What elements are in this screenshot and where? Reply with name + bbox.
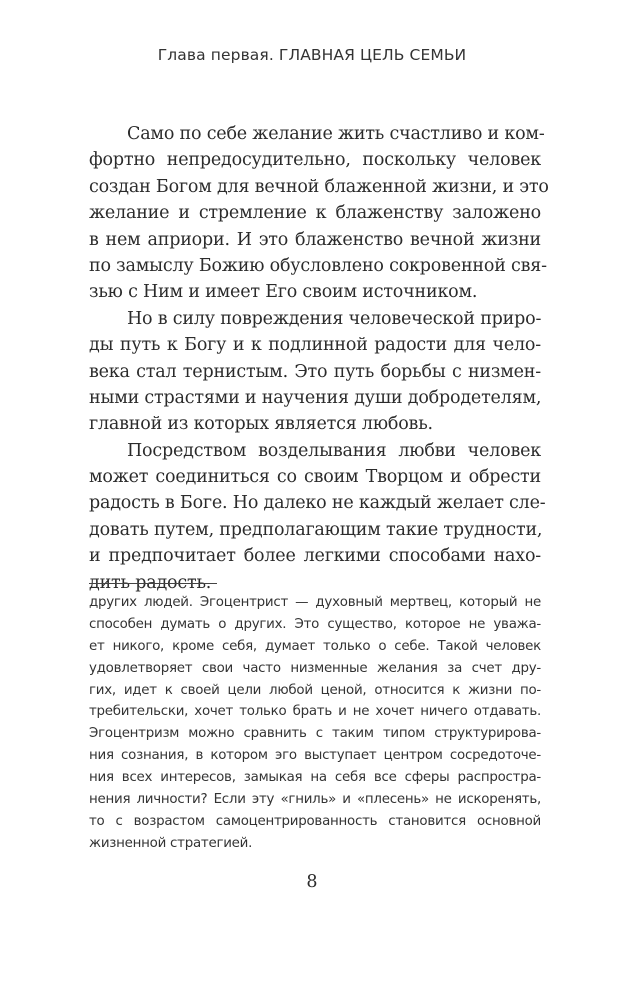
footnote [89,592,541,855]
text-line: может соединиться со своим Творцом и обрести [89,467,541,488]
footnote-line: требительски, хочет только брать и не хочет ничего отдавать. [89,704,541,720]
footnote-line: ния сознания, в котором эго выступает центром сосредоточе- [89,748,541,764]
text-line: довать путем, предполагающим такие трудности, [89,519,543,540]
footnote-line: ния всех интересов, замыкая на себя все сферы распростра- [89,770,541,786]
text-line: ды путь к Богу и к подлинной радости для чело- [89,335,541,356]
text-line: главной из которых является любовь. [89,414,433,435]
running-head: Глава первая. ГЛАВНАЯ ЦЕЛЬ СЕМЬИ [157,46,467,64]
text-line: и предпочитает более легкими способами нахо- [89,546,541,567]
text-line: фортно непредосудительно, поскольку человек [89,150,541,171]
footnote-line: способен думать о других. Это существо, которое не уважа- [89,616,541,632]
footnote-line: Эгоцентризм можно сравнить с таким типом структурирова- [89,726,541,742]
text-line: Но в силу повреждения человеческой приро- [127,308,542,329]
footnote-line: нения личности? Если эту «гниль» и «плесень» не искоренять, [89,792,541,808]
footnote-line: ет никого, кроме себя, думает только о себе. Такой человек [89,638,541,654]
text-line: Посредством возделывания любви человек [127,440,541,461]
page-number: 8 [306,872,318,892]
text-line: по замыслу Божию обусловлено сокровенной свя- [89,255,547,276]
text-line: радость в Боге. Но далеко не каждый желает сле- [89,493,546,514]
footnote-separator [89,583,217,584]
text-line: в нем априори. И это блаженство вечной жизни [89,229,541,250]
text-line: ными страстями и научения души добродетелям, [89,387,542,408]
footnote-line: жизненной стратегией. [89,835,253,851]
footnote-line: удовлетворяет свои часто низменные желания за счет дру- [89,660,541,676]
footnote-line: других людей. Эгоцентрист — духовный мертвец, который не [89,595,541,610]
text-line: создан Богом для вечной блаженной жизни, и это [89,176,549,197]
text-line: желание и стремление к блаженству заложено [89,203,541,224]
text-line: века стал тернистым. Это путь борьбы с низмен- [89,361,541,382]
text-line: Само по себе желание жить счастливо и ком- [127,124,545,144]
footnote-line: то с возрастом самоцентрированность становится основной [89,813,541,829]
footnote-line: гих, идет к своей цели любой ценой, относится к жизни по- [89,682,541,698]
text-line: дить радость. [89,572,212,593]
main-text [89,121,549,596]
text-line: зью с Ним и имеет Его своим источником. [89,282,478,303]
